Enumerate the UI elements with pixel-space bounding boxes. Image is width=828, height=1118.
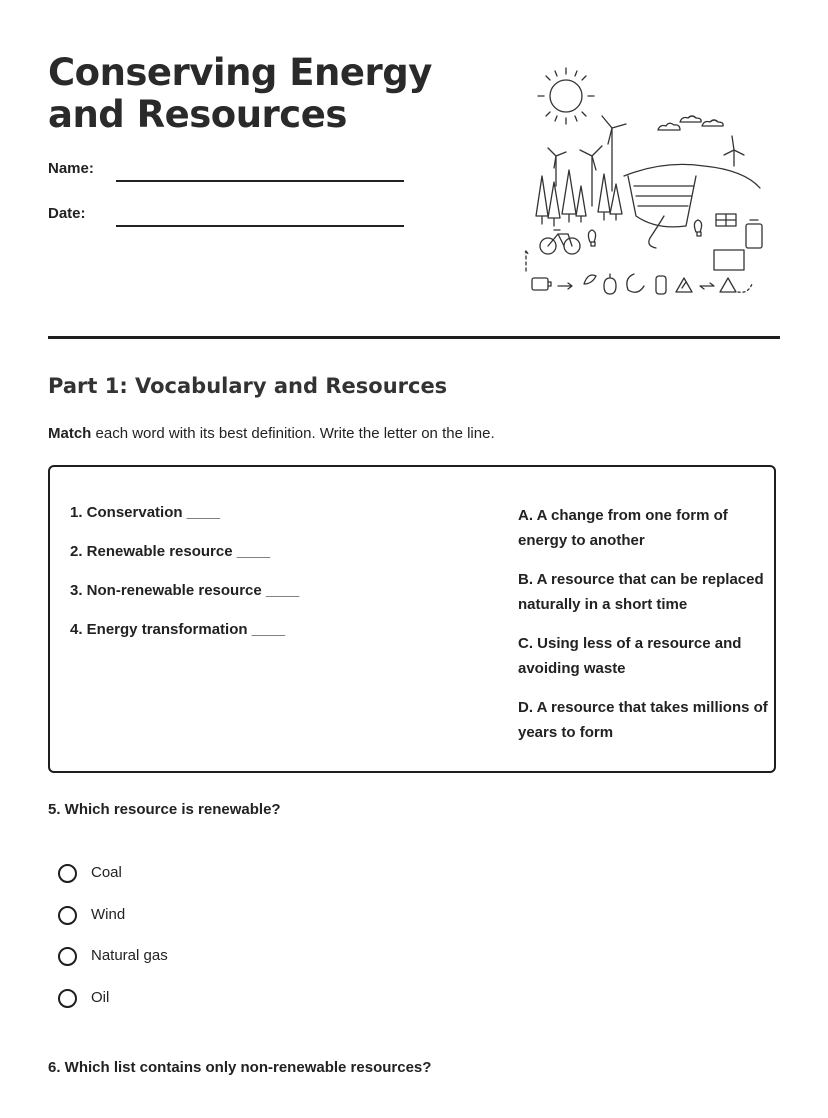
- name-line[interactable]: [116, 180, 404, 182]
- definition-item: A. A change from one form of energy to another: [518, 507, 728, 549]
- name-field: [48, 160, 408, 184]
- radio-button[interactable]: [58, 864, 77, 883]
- radio-button[interactable]: [58, 947, 77, 966]
- part1-title: Part 1: Vocabulary and Resources: [48, 374, 448, 398]
- option-coal[interactable]: [58, 860, 168, 902]
- date-field: [48, 205, 408, 229]
- instructions-emphasis: Match: [48, 425, 92, 442]
- matching-box: [48, 465, 776, 773]
- term-item[interactable]: 3. Non-renewable resource ____: [70, 582, 300, 599]
- option-label: Natural gas: [91, 947, 168, 964]
- definition-item: C. Using less of a resource and avoiding waste: [518, 635, 742, 677]
- term-item[interactable]: 1. Conservation ____: [70, 504, 221, 521]
- radio-button[interactable]: [58, 906, 77, 925]
- instructions-text: each word with its best definition. Write the letter on the line.: [91, 425, 495, 442]
- question-6-prompt: 6. Which list contains only non-renewable resources?: [48, 1059, 432, 1076]
- date-line[interactable]: [116, 225, 404, 227]
- definitions-list: [518, 503, 768, 759]
- option-label: Wind: [91, 905, 126, 923]
- radio-button[interactable]: [58, 989, 77, 1008]
- date-label: Date:: [48, 205, 86, 222]
- option-wind[interactable]: [58, 902, 168, 944]
- option-label: Coal: [91, 864, 122, 881]
- name-label: Name:: [48, 160, 94, 177]
- option-natural-gas[interactable]: [58, 943, 168, 985]
- worksheet-title: Conserving Energy and Resources: [48, 51, 432, 136]
- match-instructions: [48, 425, 495, 442]
- option-label: Oil: [91, 988, 110, 1006]
- question-5-prompt: 5. Which resource is renewable?: [48, 801, 281, 818]
- energy-resources-illustration-icon: [524, 66, 764, 306]
- term-item[interactable]: 2. Renewable resource ____: [70, 543, 271, 560]
- option-oil[interactable]: [58, 985, 168, 1027]
- definition-item: D. A resource that takes millions of years to form: [518, 699, 768, 741]
- definition-item: B. A resource that can be replaced naturally in a short time: [518, 571, 764, 613]
- term-item[interactable]: 4. Energy transformation ____: [70, 621, 286, 638]
- terms-list: [70, 503, 490, 659]
- question-5-options: [58, 860, 168, 1026]
- header-divider: [48, 336, 780, 339]
